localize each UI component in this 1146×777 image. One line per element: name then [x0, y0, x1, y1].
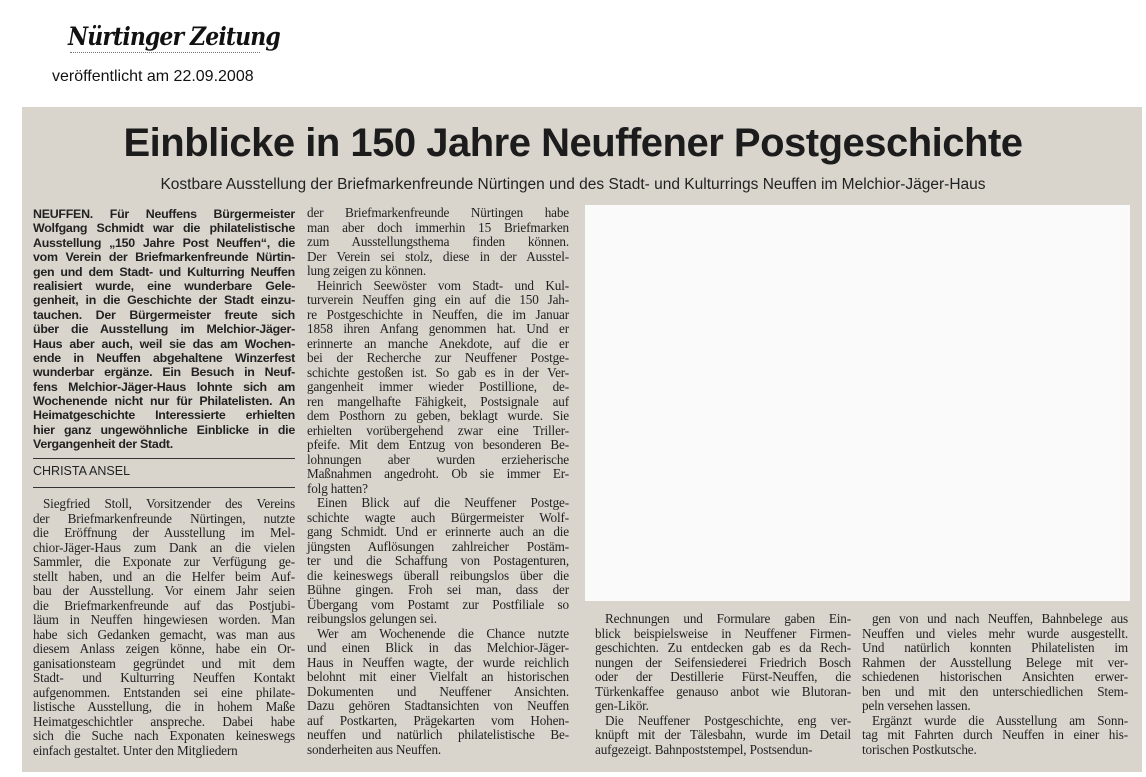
text-line: ren mangelhafte Fähigkeit, Postsignale auf: [307, 393, 569, 409]
text-line: sich die Suche nach Exponaten keineswegs: [33, 728, 295, 743]
text-line: Türkenkaffee genauso anbot wie Blutoran-: [595, 683, 851, 699]
text-line: Haus in Neuffen wagte, der wurde reichlich: [307, 654, 569, 670]
text-line: ben und mit den unterschiedlichen Stem-: [862, 683, 1128, 699]
text-line: wunderbar ergänze. Ein Besuch in Neuf-: [33, 365, 295, 380]
column-1: [33, 497, 295, 758]
article-subheadline: Kostbare Ausstellung der Briefmarkenfreunde Nürtingen und des Stadt- und Kulturrings Neuffen im Melchior-Jäger-Haus: [160, 176, 986, 193]
text-line: die keineswegs überall reibungslos über die: [307, 567, 569, 583]
text-line: Ergänzt wurde die Ausstellung am Sonn-: [872, 712, 1128, 728]
column-4: [862, 612, 1128, 757]
text-line: ende in Neuffen abgehaltene Winzerfest: [33, 350, 295, 365]
text-line: geschichten. Zu entdecken gab es da Rech-: [595, 640, 851, 655]
paragraph: [595, 714, 851, 758]
paragraph: [862, 714, 1128, 758]
paragraph: [307, 279, 569, 497]
text-line: ter und die Schaffung von Postagenturen,: [307, 553, 569, 568]
paragraph: [307, 496, 569, 627]
text-line: sonderheiten aus Neuffen.: [307, 741, 442, 757]
paragraph: [595, 612, 851, 714]
text-line: vom Verein der Briefmarkenfreunde Nürtin-: [33, 250, 295, 265]
text-line: Und natürlich konnten Philatelisten im: [862, 640, 1128, 655]
text-line: pfeife. Mit dem Entzug von besonderen Be-: [307, 437, 569, 452]
text-line: schiedenen historischen Ansichten erwer-: [862, 669, 1128, 684]
text-line: Einen Blick auf die Neuffener Postge-: [317, 495, 569, 510]
text-line: lung zeigen zu können.: [307, 263, 427, 278]
text-line: blick beispielsweise in Neuffener Firmen-: [595, 625, 851, 641]
newspaper-logo: [68, 22, 280, 58]
article-lead: [33, 207, 295, 452]
paragraph: [307, 206, 569, 279]
text-line: knüpft mit der Tälesbahn, wurde im Detail: [595, 727, 851, 742]
text-line: chior-Jäger-Haus zum Dank an die vielen: [33, 539, 295, 555]
text-line: listische Ausstellung, die in hohem Maße: [33, 699, 295, 714]
text-line: tauchen. Der Bürgermeister freute sich: [33, 307, 295, 322]
text-line: gen-Likör.: [595, 698, 649, 713]
text-line: Vergangenheit der Stadt.: [33, 437, 173, 452]
text-line: und einen Blick in das Melchior-Jäger-: [307, 640, 569, 655]
text-line: Siegfried Stoll, Vorsitzender des Vereins: [43, 496, 295, 511]
text-line: über die Ausstellung im Melchior-Jäger-: [33, 322, 295, 337]
text-line: auf Postkarten, Prägekarten vom Hohen-: [307, 712, 569, 728]
text-line: die Briefmarkenfreunde auf das Postjubi-: [33, 597, 295, 613]
text-line: realisiert wurde, eine wunderbare Gele-: [33, 278, 295, 293]
text-line: Sammler, die Exponate zur Verfügung ge-: [33, 554, 295, 569]
text-line: zum Ausstellungsthema finden können.: [307, 234, 569, 249]
text-line: neuffen und natürlich philatelistische Be-: [307, 727, 569, 742]
text-line: jüngsten Auflösungen zahlreicher Postäm-: [307, 538, 569, 554]
text-line: einfach gestaltet. Unter den Mitgliedern: [33, 742, 238, 758]
text-line: Ausstellung „150 Jahre Post Neuffen“, die: [33, 235, 295, 250]
text-line: die Eröffnung der Ausstellung im Mel-: [33, 525, 295, 540]
text-line: erinnerte an manche Anekdote, auf die er: [307, 335, 569, 351]
text-line: fens Melchior-Jäger-Haus lohnte sich am: [33, 379, 295, 394]
text-line: Rahmen der Ausstellung Belege mit ver-: [862, 654, 1128, 670]
text-line: reibungslos gelungen sei.: [307, 611, 437, 626]
author-byline: CHRISTA ANSEL: [33, 464, 131, 478]
text-line: belohnt mit einer Vielfalt an historischen: [307, 669, 569, 684]
text-line: Heinrich Seewöster vom Stadt- und Kul-: [317, 277, 569, 293]
text-line: Die Neuffener Postgeschichte, eng ver-: [605, 712, 851, 728]
text-line: re Postgeschichte in Neuffen, die im Januar: [307, 306, 569, 322]
text-line: Wolfgang Schmidt war die philatelistische: [33, 221, 295, 236]
text-line: NEUFFEN. Für Neuffens Bürgermeister: [33, 207, 295, 221]
text-line: Haus aber auch, weil sie das am Wochen-: [33, 336, 295, 351]
text-line: gangenheit immer wieder Postillione, de-: [307, 379, 569, 394]
paragraph: [307, 627, 569, 758]
text-line: genheit, in die Geschichte der Stadt einzu-: [33, 293, 295, 308]
photo-placeholder: [585, 205, 1130, 601]
text-line: man aber doch immerhin 15 Briefmarken: [307, 219, 569, 235]
article-headline: Einblicke in 150 Jahre Neuffener Postgeschichte: [123, 121, 1023, 165]
text-line: Wochenende nicht nur für Philatelisten. An: [33, 394, 295, 409]
text-line: bei der Recherche zur Neuffener Postge-: [307, 350, 569, 365]
text-line: bau der Ausstellung. Vor einem Jahr seien: [33, 583, 295, 598]
text-line: oder der Destillerie Fürst-Neuffen, die: [595, 669, 851, 684]
text-line: hier ganz ungewöhnliche Einblicke in die: [33, 422, 295, 437]
text-line: dem Posthorn zu geben, beklagt wurde. Sie: [307, 408, 569, 423]
text-line: gang Schmidt. Und er erinnerte auch an die: [307, 524, 569, 539]
text-line: Maßnahmen angedroht. Ob sie immer Er-: [307, 466, 569, 481]
text-line: der Briefmarkenfreunde Nürtingen, nutzte: [33, 510, 295, 526]
column-3: [595, 612, 851, 757]
text-line: turverein Neuffen ging ein auf die 150 Jah-: [307, 292, 569, 307]
paragraph: [862, 612, 1128, 714]
divider: [33, 458, 295, 459]
text-line: Der Verein sei stolz, diese in der Ausstel-: [307, 248, 569, 264]
text-line: ganisationsteam gegründet und mit dem: [33, 655, 295, 671]
divider: [33, 487, 295, 488]
text-line: Stadt- und Kulturring Neuffen Kontakt: [33, 670, 295, 685]
text-line: habe sich Gedanken gemacht, was man aus: [33, 626, 295, 642]
text-line: erhielten vorübergehend zwar eine Triller-: [307, 422, 569, 438]
text-line: folg hatten?: [307, 480, 368, 496]
text-line: Dazu gehören Stadtansichten von Neuffen: [307, 698, 569, 713]
text-line: Dokumenten und Neuffener Ansichten.: [307, 683, 569, 699]
text-line: peln versehen lassen.: [862, 698, 971, 713]
text-line: schichte wagte auch Bürgermeister Wolf-: [307, 509, 569, 525]
paragraph: [33, 207, 295, 452]
paragraph: [33, 497, 295, 758]
text-line: Übergang vom Postamt zur Postfiliale so: [307, 596, 569, 612]
text-line: gen und dem Stadt- und Kulturring Neuffen: [33, 264, 295, 279]
text-line: stellt haben, und an die Helfer beim Auf-: [33, 568, 295, 584]
text-line: läum in Neuffen hingewiesen worden. Man: [33, 612, 295, 627]
text-line: nungen der Seifensiederei Friedrich Bosch: [595, 654, 851, 670]
text-line: gen von und nach Neuffen, Bahnbelege aus: [872, 611, 1128, 626]
text-line: schichte gestoßen ist. So gab es in der Ver-: [307, 364, 569, 380]
text-line: Bühne gingen. Froh sei man, dass der: [307, 582, 569, 597]
text-line: aufgenommen. Entstanden sei eine philate-: [33, 684, 295, 700]
logo-wordmark: Nürtinger Zeitung: [68, 22, 280, 51]
text-line: tag mit Fahrten durch Neuffen in einer his-: [862, 727, 1128, 742]
publication-date: veröffentlicht am 22.09.2008: [52, 68, 254, 85]
text-line: diesem Anlass zeigen könne, habe ein Or-: [33, 641, 295, 656]
text-line: 1858 ihren Anfang genommen hat. Und er: [307, 321, 569, 336]
text-line: torischen Postkutsche.: [862, 741, 977, 757]
text-line: Neuffen und vieles mehr wurde ausgestellt.: [862, 625, 1128, 641]
text-line: Wer am Wochenende die Chance nutzte: [317, 625, 569, 641]
logo-tagline-rule: [70, 52, 260, 55]
column-2: [307, 206, 569, 757]
text-line: Heimatgeschichte Interessierte erhielten: [33, 408, 295, 423]
text-line: der Briefmarkenfreunde Nürtingen habe: [307, 205, 569, 220]
text-line: lohnungen aber wurden erzieherische: [307, 451, 569, 467]
text-line: Rechnungen und Formulare gaben Ein-: [605, 611, 851, 626]
text-line: Heimatgeschichtler anspreche. Dabei habe: [33, 713, 295, 729]
text-line: aufgezeigt. Bahnpoststempel, Postsendun-: [595, 741, 813, 757]
